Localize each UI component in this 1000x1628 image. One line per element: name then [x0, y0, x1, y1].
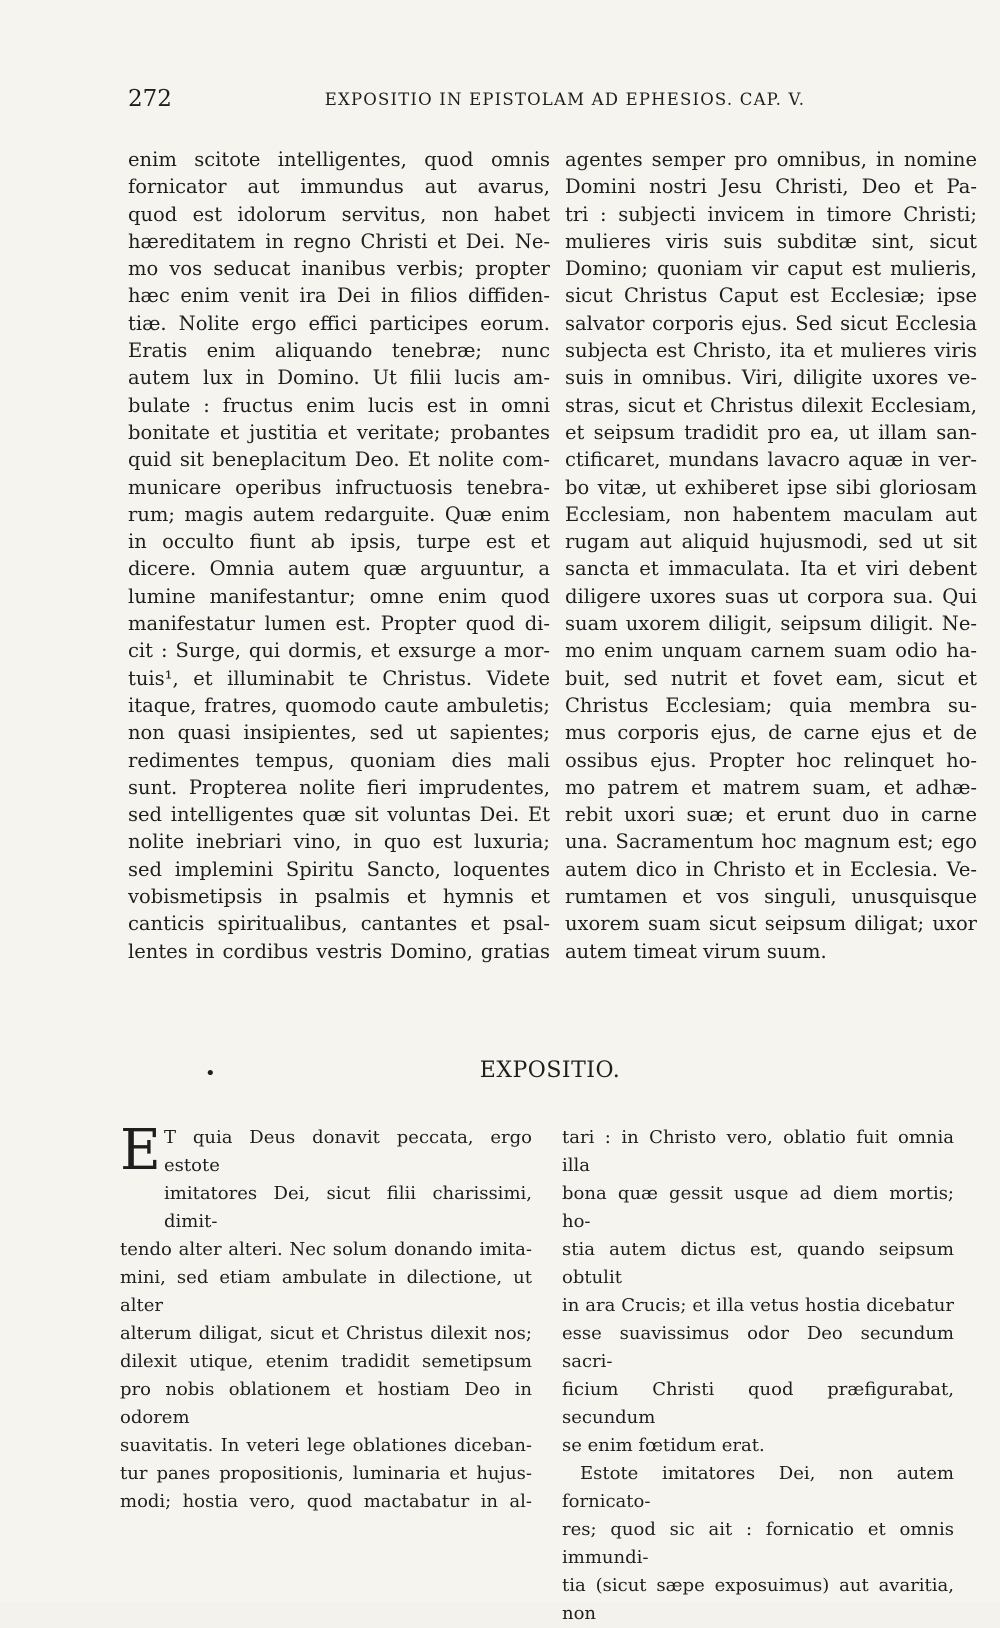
- text-line: tiæ. Nolite ergo effici participes eorum.: [128, 311, 550, 335]
- text-line: bona quæ gessit usque ad diem mortis; ho-: [562, 1183, 954, 1232]
- text-line: tia (sicut sæpe exposuimus) aut avaritia, non: [562, 1575, 954, 1624]
- text-line: agentes semper pro omnibus, in nomine: [565, 148, 977, 171]
- text-line: suam uxorem diligit, seipsum diligit. Ne-: [565, 612, 977, 636]
- text-line: tendo alter alteri. Nec solum donando imita-: [120, 1239, 532, 1260]
- text-line: sed implemini Spiritu Sancto, loquentes: [128, 857, 550, 881]
- drop-capital: E: [120, 1118, 161, 1183]
- text-line: canticis spiritualibus, cantantes et psal-: [128, 912, 550, 936]
- scripture-text-left-column: [128, 146, 550, 965]
- text-line: autem timeat virum suum.: [565, 939, 827, 963]
- text-line: in occulto fiunt ab ipsis, turpe est et: [128, 530, 550, 554]
- text-line: fornicator aut immundus aut avarus,: [128, 175, 550, 199]
- text-line: stia autem dictus est, quando seipsum obtulit: [562, 1239, 954, 1288]
- text-line: T quia Deus donavit peccata, ergo estote: [164, 1127, 532, 1176]
- text-line: ossibus ejus. Propter hoc relinquet ho-: [565, 748, 977, 772]
- text-line: bo vitæ, ut exhiberet ipse sibi gloriosam: [565, 475, 977, 499]
- text-line: sed intelligentes quæ sit voluntas Dei. Et: [128, 803, 550, 827]
- text-line: diligere uxores suas ut corpora sua. Qui: [565, 584, 977, 608]
- text-line: mus corporis ejus, de carne ejus et de: [565, 721, 977, 745]
- text-line: suis in omnibus. Viri, diligite uxores ve-: [565, 366, 977, 390]
- text-line: cit : Surge, qui dormis, et exsurge a mor-: [128, 639, 550, 663]
- text-line: quid sit beneplacitum Deo. Et nolite com-: [128, 448, 550, 472]
- text-line: ctificaret, mundans lavacro aquæ in ver-: [565, 448, 977, 472]
- text-line: bulate : fructus enim lucis est in omni: [128, 393, 550, 417]
- text-line: una. Sacramentum hoc magnum est; ego: [565, 830, 977, 854]
- text-line: hæreditatem in regno Christi et Dei. Ne-: [128, 229, 550, 253]
- text-line: Ecclesiam, non habentem maculam aut: [565, 502, 977, 526]
- text-line: suavitatis. In veteri lege oblationes diceban-: [120, 1435, 532, 1456]
- text-line: imitatores Dei, sicut filii charissimi, dimit-: [164, 1183, 532, 1232]
- text-line: vobismetipsis in psalmis et hymnis et: [128, 885, 550, 909]
- dropcap-block: [120, 1118, 532, 1236]
- text-line: rebit uxori suæ; et erunt duo in carne: [565, 803, 977, 827]
- text-line: mo patrem et matrem suam, et adhæ-: [565, 775, 977, 799]
- text-line: rugam aut aliquid hujusmodi, sed ut sit: [565, 530, 977, 554]
- text-line: autem dico in Christo et in Ecclesia. Ve-: [565, 857, 977, 881]
- text-line: Domini nostri Jesu Christi, Deo et Pa-: [565, 175, 977, 199]
- scripture-text-right-column: [565, 146, 977, 965]
- text-line: nolite inebriari vino, in quo est luxuria;: [128, 830, 550, 854]
- text-line: mini, sed etiam ambulate in dilectione, ut alter: [120, 1267, 532, 1316]
- text-line: non quasi insipientes, sed ut sapientes;: [128, 721, 550, 745]
- text-line: res; quod sic ait : fornicatio et omnis immundi-: [562, 1519, 954, 1568]
- text-line: tari : in Christo vero, oblatio fuit omnia illa: [562, 1127, 954, 1176]
- text-line: buit, sed nutrit et fovet eam, sicut et: [565, 666, 977, 690]
- exposition-left-column: [120, 1118, 532, 1516]
- text-line: alterum diligat, sicut et Christus dilexit nos;: [120, 1323, 532, 1344]
- text-line: itaque, fratres, quomodo caute ambuletis;: [128, 693, 550, 717]
- text-line: tur panes propositionis, luminaria et hujus-: [120, 1463, 532, 1484]
- text-line: enim scitote intelligentes, quod omnis: [128, 148, 550, 171]
- text-line: Christus Ecclesiam; quia membra su-: [565, 693, 977, 717]
- text-line: autem lux in Domino. Ut filii lucis am-: [128, 366, 550, 390]
- text-line: mo enim unquam carnem suam odio ha-: [565, 639, 977, 663]
- text-line: rumtamen et vos singuli, unusquisque: [565, 885, 977, 909]
- text-line: municare operibus infructuosis tenebra-: [128, 475, 550, 499]
- text-line: et seipsum tradidit pro ea, ut illam san-: [565, 420, 977, 444]
- text-line: dicere. Omnia autem quæ arguuntur, a: [128, 557, 550, 581]
- text-line: subjecta est Christo, ita et mulieres viris: [565, 339, 977, 363]
- text-line: modi; hostia vero, quod mactabatur in al-: [120, 1491, 532, 1512]
- text-line: sicut Christus Caput est Ecclesiæ; ipse: [565, 284, 977, 308]
- text-line: lentes in cordibus vestris Domino, gratias: [128, 939, 550, 963]
- running-title: EXPOSITIO IN EPISTOLAM AD EPHESIOS. CAP. V.: [324, 90, 806, 109]
- text-line: quod est idolorum servitus, non habet: [128, 202, 550, 226]
- text-line: se enim fœtidum erat.: [562, 1435, 765, 1456]
- text-line: salvator corporis ejus. Sed sicut Ecclesia: [565, 311, 977, 335]
- text-line: mulieres viris suis subditæ sint, sicut: [565, 229, 977, 253]
- text-line: rum; magis autem redarguite. Quæ enim: [128, 502, 550, 526]
- text-line: Eratis enim aliquando tenebræ; nunc: [128, 339, 550, 363]
- text-line: redimentes tempus, quoniam dies mali: [128, 748, 550, 772]
- text-line: sunt. Propterea nolite fieri imprudentes,: [128, 775, 550, 799]
- text-line: pro nobis oblationem et hostiam Deo in odorem: [120, 1379, 532, 1428]
- text-line: mo vos seducat inanibus verbis; propter: [128, 257, 550, 281]
- text-line: stras, sicut et Christus dilexit Ecclesiam,: [565, 393, 977, 417]
- bullet-mark: •: [205, 1063, 216, 1084]
- text-line: dilexit utique, etenim tradidit semetipsum: [120, 1351, 532, 1372]
- exposition-right-column: [562, 1124, 954, 1628]
- section-heading: EXPOSITIO.: [479, 1058, 621, 1083]
- text-line: hæc enim venit ira Dei in filios diffiden-: [128, 284, 550, 308]
- text-line: esse suavissimus odor Deo secundum sacri-: [562, 1323, 954, 1372]
- text-line: in ara Crucis; et illa vetus hostia dicebatur: [562, 1295, 954, 1316]
- page-number: 272: [128, 86, 172, 112]
- text-line: lumine manifestantur; omne enim quod: [128, 584, 550, 608]
- text-line: uxorem suam sicut seipsum diligat; uxor: [565, 912, 977, 936]
- text-line: bonitate et justitia et veritate; probantes: [128, 420, 550, 444]
- text-line: Estote imitatores Dei, non autem fornicato-: [562, 1463, 954, 1512]
- text-line: Domino; quoniam vir caput est mulieris,: [565, 257, 977, 281]
- text-line: tri : subjecti invicem in timore Christi;: [565, 202, 977, 226]
- text-line: ficium Christi quod præfigurabat, secundum: [562, 1379, 954, 1428]
- text-line: manifestatur lumen est. Propter quod di-: [128, 612, 550, 636]
- text-line: tuis¹, et illuminabit te Christus. Videte: [128, 666, 550, 690]
- text-line: sancta et immaculata. Ita et viri debent: [565, 557, 977, 581]
